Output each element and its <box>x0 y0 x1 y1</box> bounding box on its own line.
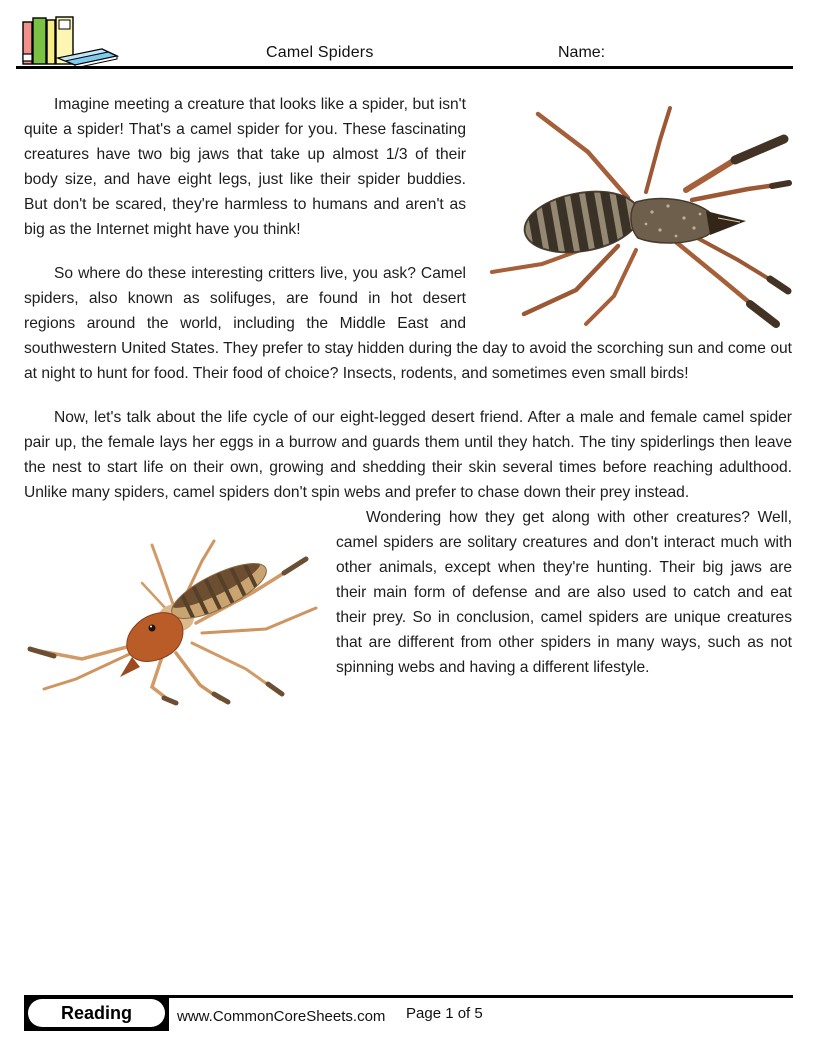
article-content <box>24 92 792 707</box>
page-number: Page 1 of 5 <box>406 1005 483 1022</box>
camel-spider-top-photo <box>480 92 792 330</box>
worksheet-title: Camel Spiders <box>266 44 374 61</box>
header-divider <box>16 66 793 69</box>
paragraph-behavior: Wondering how they get along with other creatures? Well, camel spiders are solitary creatures and don't interact much with other animals, except when they're hunting. Their big jaws are their main form of defense and are also used to catch and eat their prey. So in conclusion, camel spiders are unique creatures that are different from other spiders in many ways, such as not spinning webs and having a different lifestyle. <box>336 509 792 676</box>
paragraph-lifecycle: Now, let's talk about the life cycle of our eight-legged desert friend. After a male and female camel spider pair up, the female lays her eggs in a burrow and guards them until they hatch. The tiny spiderlings then leave the nest to start life on their own, growing and shedding their skin several times before reaching adulthood. Unlike many spiders, camel spiders don't spin webs and prefer to chase down their prey instead. <box>24 409 792 501</box>
name-label: Name: <box>558 44 606 61</box>
reading-badge-label: Reading <box>28 999 165 1027</box>
reading-badge <box>24 995 169 1031</box>
camel-spider-side-photo <box>24 511 324 707</box>
books-logo-icon <box>20 8 120 66</box>
website-text: www.CommonCoreSheets.com <box>177 1008 386 1025</box>
paragraph-habitat: So where do these interesting critters live, you ask? Camel spiders, also known as solifuges, are found in hot desert regions around the world, including the Middle East and southwestern United States. They prefer to stay hidden during the day to avoid the scorching sun and come out at night to hunt for food. Their food of choice? Insects, rodents, and sometimes even small birds! <box>24 265 792 382</box>
paragraph-intro: Imagine meeting a creature that looks like a spider, but isn't quite a spider! That's a camel spider for you. These fascinating creatures have two big jaws that take up almost 1/3 of their body size, and have eight legs, just like their spider buddies. But don't be scared, they're harmless to humans and aren't as big as the Internet might have you think! <box>24 96 466 238</box>
